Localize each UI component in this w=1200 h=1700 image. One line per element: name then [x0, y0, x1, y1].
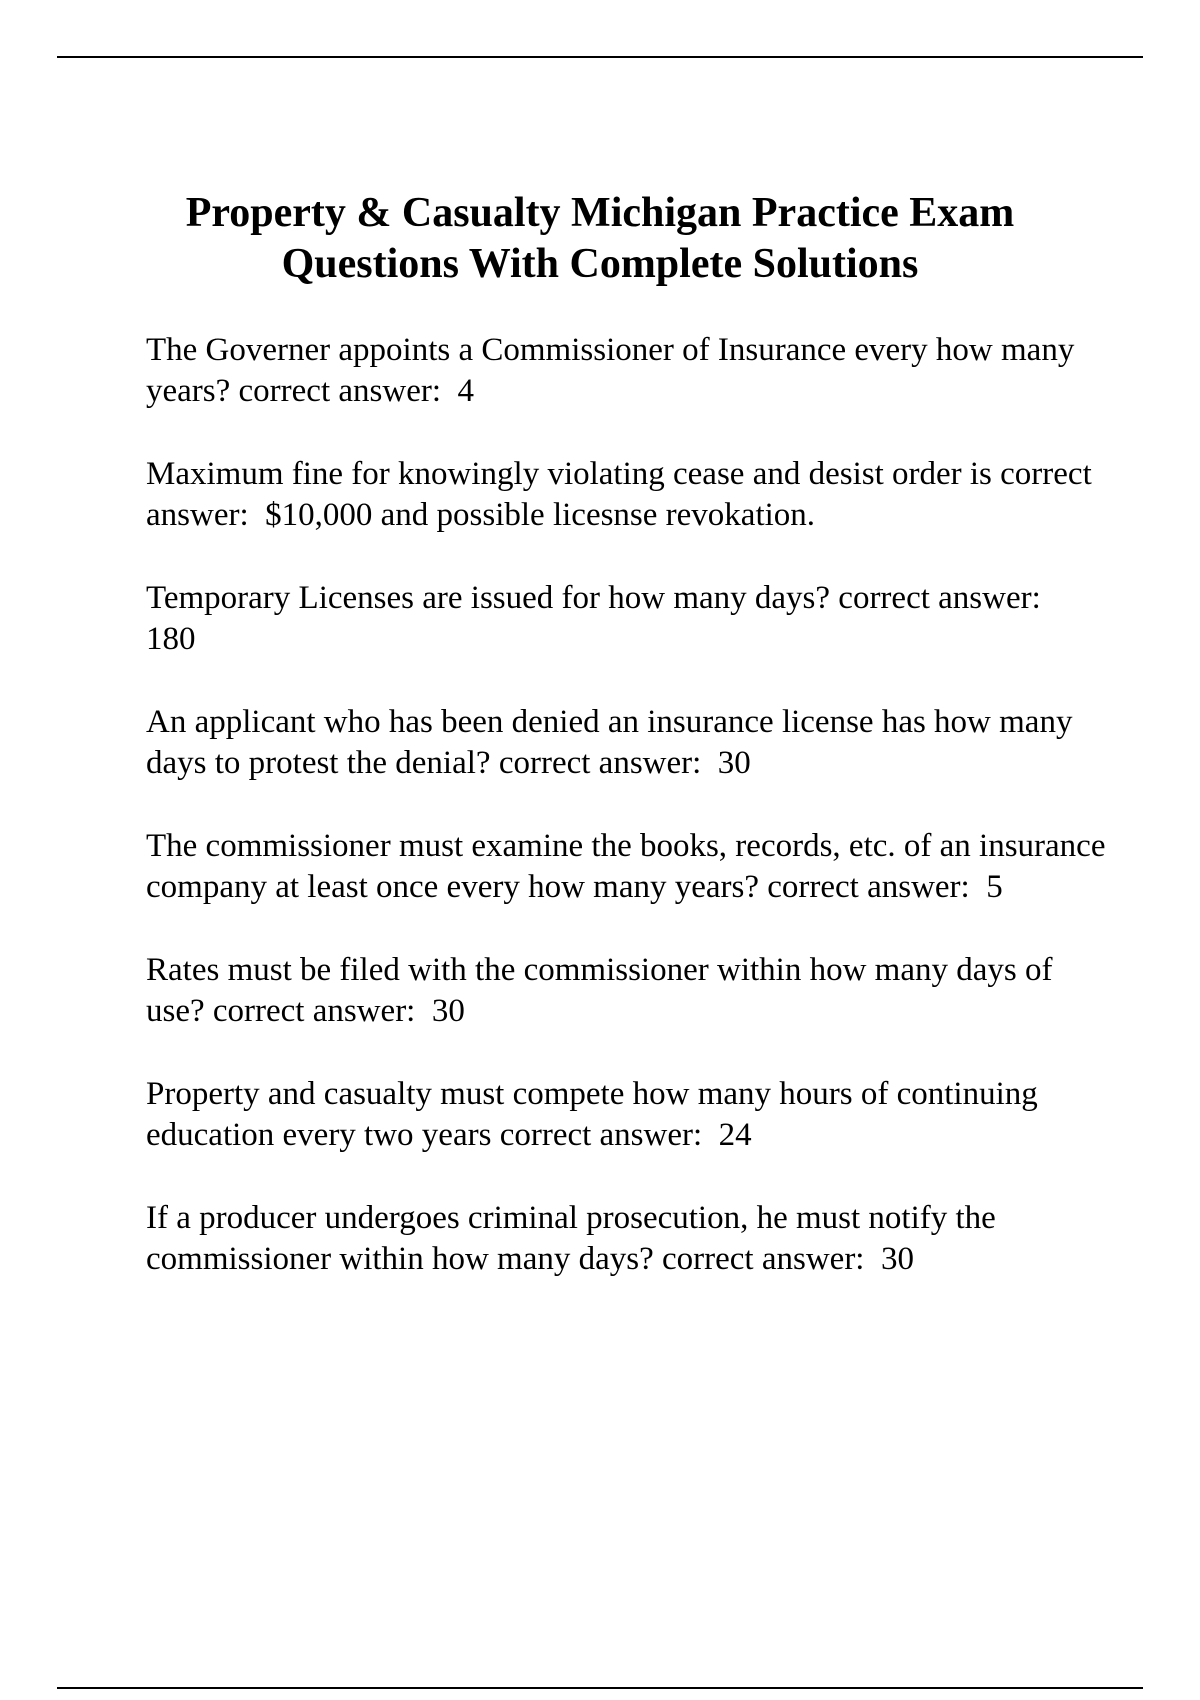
answer-label: correct answer:: [662, 1241, 865, 1277]
answer-text: 5: [986, 869, 1003, 905]
question-text: The Governer appoints a Commissioner of Insurance every how many years?: [146, 332, 1075, 409]
question-text: Rates must be filed with the commissioner within how many days of use?: [146, 952, 1053, 1029]
qa-item: [146, 702, 1106, 784]
qa-item: [146, 1074, 1106, 1156]
answer-text: 30: [431, 993, 465, 1029]
qa-item: [146, 1198, 1106, 1280]
answer-text: 180: [146, 621, 196, 657]
answer-label: correct answer:: [499, 1117, 703, 1153]
answer-text: 30: [717, 745, 751, 781]
qa-item: [146, 454, 1106, 536]
title-line-2: Questions With Complete Solutions: [281, 241, 919, 287]
qa-item: [146, 330, 1106, 412]
answer-text: 4: [457, 373, 474, 409]
bottom-rule: [57, 1687, 1143, 1689]
top-rule: [57, 56, 1143, 58]
qa-item: [146, 950, 1106, 1032]
question-text: An applicant who has been denied an insurance license has how many days to protest the denial?: [146, 704, 1073, 781]
question-text: If a producer undergoes criminal prosecution, he must notify the commissioner within how many days?: [146, 1200, 996, 1277]
answer-label: correct answer:: [767, 869, 970, 905]
title-line-1: Property & Casualty Michigan Practice Exam: [185, 190, 1015, 236]
answer-label: correct answer:: [146, 456, 1092, 533]
answer-text: 24: [718, 1117, 752, 1153]
question-text: The commissioner must examine the books, records, etc. of an insurance company at least once every how many years?: [146, 828, 1106, 905]
answer-text: $10,000 and possible licesnse revokation.: [265, 497, 816, 533]
answer-label: correct answer:: [498, 745, 702, 781]
answer-label: correct answer:: [212, 993, 416, 1029]
page-title: [100, 188, 1100, 290]
qa-list: [146, 330, 1106, 1322]
question-text: Temporary Licenses are issued for how many days?: [146, 580, 831, 616]
question-text: Maximum fine for knowingly violating cease and desist order is: [146, 456, 992, 492]
qa-item: [146, 826, 1106, 908]
answer-label: correct answer:: [238, 373, 441, 409]
answer-text: 30: [880, 1241, 914, 1277]
answer-label: correct answer:: [838, 580, 1041, 616]
qa-item: [146, 578, 1106, 660]
question-text: Property and casualty must compete how many hours of continuing education every two years: [146, 1076, 1038, 1153]
